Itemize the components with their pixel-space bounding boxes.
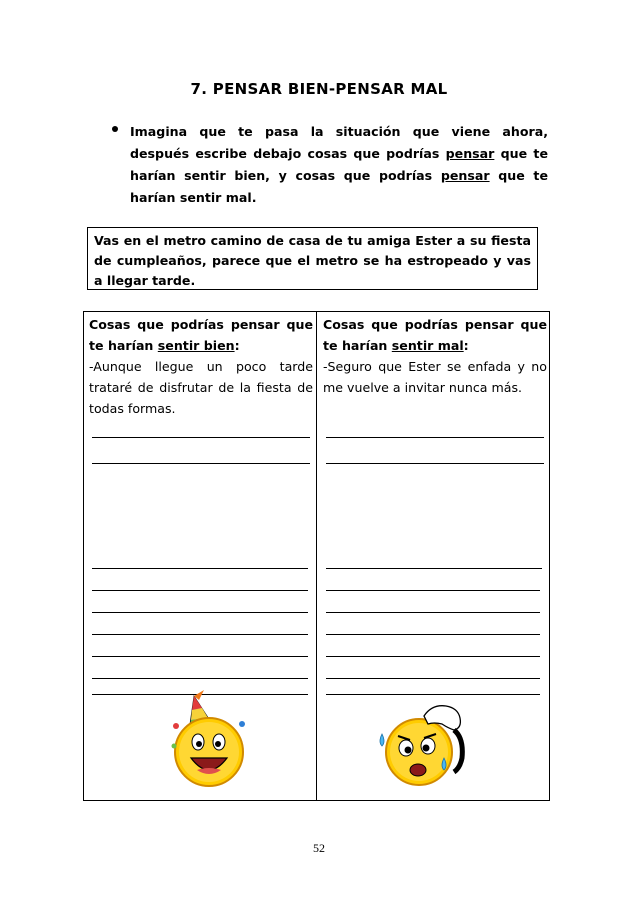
writing-line[interactable] [326, 463, 544, 464]
instructions-text-2: que te harían sentir bien, y cosas que podrías [130, 146, 548, 183]
bullet-icon [112, 126, 118, 132]
instructions-text-3: que te harían sentir mal. [130, 168, 548, 205]
writing-line[interactable] [92, 634, 308, 635]
writing-line[interactable] [326, 678, 540, 679]
right-column [323, 314, 547, 398]
worried-sweating-smiley-icon [374, 698, 474, 794]
left-column-example: -Aunque llegue un poco tarde trataré de disfrutar de la fiesta de todas formas. [89, 359, 313, 416]
writing-line[interactable] [92, 568, 308, 569]
writing-line[interactable] [326, 612, 540, 613]
page-title: 7. PENSAR BIEN-PENSAR MAL [190, 80, 448, 98]
instructions [130, 121, 548, 209]
column-divider [316, 312, 317, 800]
situation-box: Vas en el metro camino de casa de tu amiga Ester a su fiesta de cumpleaños, parece que el metro se ha estropeado y vas a llegar tarde. [87, 227, 538, 290]
right-column-example: -Seguro que Ester se enfada y no me vuelve a invitar nunca más. [323, 359, 547, 395]
instructions-text-1: Imagina que te pasa la situación que viene ahora, después escribe debajo cosas que podrías [130, 124, 548, 161]
writing-line[interactable] [326, 634, 540, 635]
writing-line[interactable] [92, 463, 310, 464]
writing-line[interactable] [92, 656, 308, 657]
writing-line[interactable] [326, 437, 544, 438]
writing-line[interactable] [326, 568, 542, 569]
writing-line[interactable] [92, 678, 308, 679]
writing-line[interactable] [326, 656, 540, 657]
right-column-heading: Cosas que podrías pensar que te harían sentir mal: [323, 317, 547, 353]
left-column [89, 314, 313, 419]
writing-line[interactable] [92, 590, 308, 591]
answer-table [83, 311, 550, 801]
writing-line[interactable] [326, 694, 540, 695]
writing-line[interactable] [326, 590, 540, 591]
sentir-mal-label: sentir mal [391, 338, 464, 353]
instructions-underline-1: pensar [445, 146, 495, 161]
sentir-bien-label: sentir bien [157, 338, 235, 353]
page-number: 52 [313, 841, 325, 855]
instructions-underline-2: pensar [440, 168, 490, 183]
left-column-heading: Cosas que podrías pensar que te harían sentir bien: [89, 317, 313, 353]
party-smiley-icon [164, 686, 254, 792]
writing-line[interactable] [92, 437, 310, 438]
writing-line[interactable] [92, 612, 308, 613]
